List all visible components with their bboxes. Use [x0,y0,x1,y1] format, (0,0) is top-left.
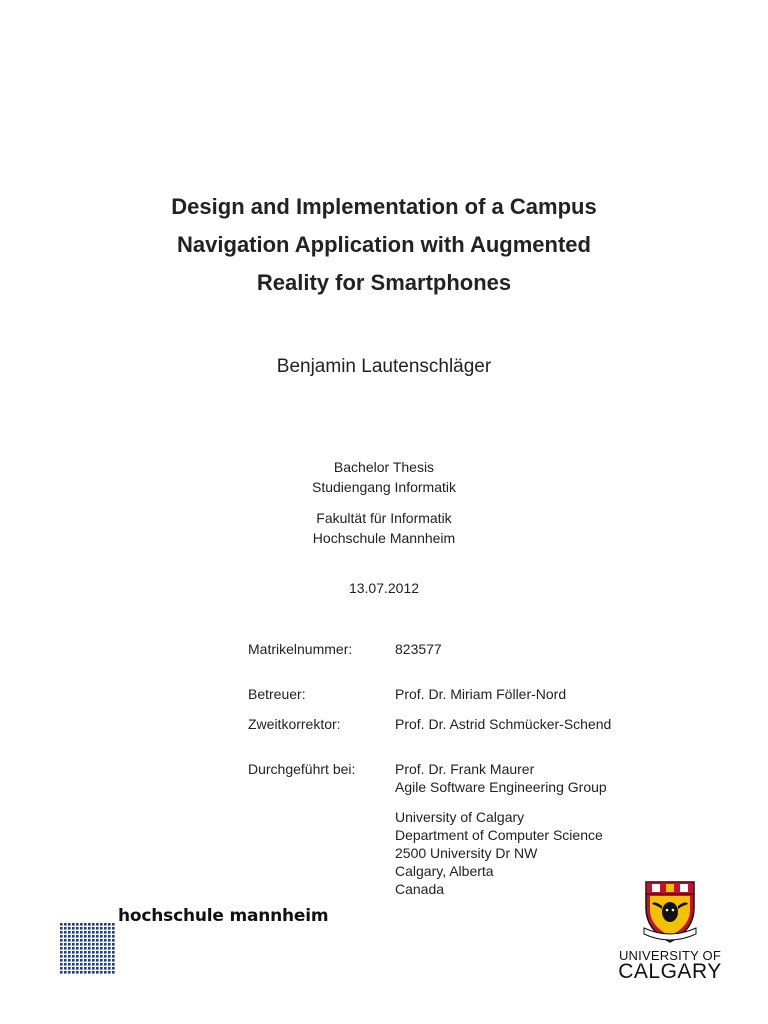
hm-grid-dot [88,927,91,930]
hm-grid-dot [108,943,111,946]
university-name: Hochschule Mannheim [312,530,456,546]
uc-logo-line-1: UNIVERSITY OF [618,948,722,963]
hm-grid-dot [80,955,83,958]
hm-grid-dot [92,927,95,930]
betreuer-value: Prof. Dr. Miriam Föller-Nord [395,686,567,702]
hm-grid-dot [72,947,75,950]
hm-grid-dot [76,963,79,966]
hm-grid-dot [100,923,103,926]
hm-grid-dot [112,939,115,942]
hm-grid-dot [80,959,83,962]
hm-grid-dot [92,959,95,962]
study-program: Studiengang Informatik [312,479,456,495]
hm-grid-dot [60,931,63,934]
hm-grid-dot [72,963,75,966]
hm-grid-dot [104,931,107,934]
hm-grid-dot [112,967,115,970]
hm-grid-dot [88,967,91,970]
hm-grid-dot [96,947,99,950]
hm-grid-dot [60,951,63,954]
hm-grid-dot [68,943,71,946]
hm-grid-dot [60,947,63,950]
hm-grid-dot [80,971,83,974]
hm-grid-dot [84,955,87,958]
hm-grid-dot [108,923,111,926]
hm-grid-dot [68,967,71,970]
hm-grid-dot [68,959,71,962]
hm-grid-dot [84,971,87,974]
hm-grid-dot [112,951,115,954]
hm-grid-dot [100,931,103,934]
hm-grid-dot [84,959,87,962]
hm-grid-dot [72,955,75,958]
address-line: Canada [395,881,445,897]
hm-grid-dot [88,943,91,946]
hm-grid-dot [64,923,67,926]
hm-grid-dot [68,963,71,966]
betreuer-label: Betreuer: [248,686,306,702]
hm-grid-dot [96,935,99,938]
hm-grid-dot [96,951,99,954]
matrikel-label: Matrikelnummer: [248,641,353,657]
hm-grid-dot [64,947,67,950]
hm-grid-dot [64,963,67,966]
hm-grid-dot [96,939,99,942]
submission-date: 13.07.2012 [348,580,420,596]
hm-grid-dot [68,935,71,938]
hm-grid-dot [72,935,75,938]
hm-grid-dot [72,967,75,970]
research-group: Agile Software Engineering Group [395,779,607,795]
hm-grid-dot [64,951,67,954]
faculty: Fakultät für Informatik [316,510,452,526]
hm-grid-dot [100,959,103,962]
hm-grid-dot [104,935,107,938]
hm-grid-dot [64,931,67,934]
hm-grid-dot [64,971,67,974]
hm-grid-dot [104,927,107,930]
hm-grid-dot [108,967,111,970]
thesis-title [0,188,768,302]
address-block [395,808,603,898]
hm-grid-dot [92,931,95,934]
hm-grid-dot [76,943,79,946]
hm-grid-dot [68,955,71,958]
hm-grid-dot [92,943,95,946]
hm-grid-dot [76,935,79,938]
hm-grid-dot [100,939,103,942]
hm-grid-dot [92,935,95,938]
hm-grid-dot [112,959,115,962]
hm-grid-dot [80,963,83,966]
hm-grid-dot [84,939,87,942]
hm-grid-dot [96,959,99,962]
hm-grid-dot [108,931,111,934]
hm-grid-dot [72,923,75,926]
hm-grid-dot [112,971,115,974]
hm-grid-dot [108,955,111,958]
hm-grid-dot [112,935,115,938]
hm-grid-dot [76,967,79,970]
hm-grid-dot [104,939,107,942]
title-line-2: Navigation Application with Augmented [177,232,591,257]
thesis-type-block [0,457,768,497]
hm-grid-dot [112,943,115,946]
hm-grid-dot [112,955,115,958]
hm-grid-dot [72,971,75,974]
hm-grid-dot [104,971,107,974]
hm-grid-dot [76,923,79,926]
hm-grid-dot [88,951,91,954]
hm-grid-dot [68,927,71,930]
hm-grid-dot [104,947,107,950]
hm-grid-dot [64,955,67,958]
hm-grid-dot [112,923,115,926]
hm-grid-dot [112,931,115,934]
hm-grid-dot [72,943,75,946]
hm-grid-dot [100,947,103,950]
address-line: Calgary, Alberta [395,863,494,879]
durchgefuehrt-label: Durchgeführt bei: [248,761,356,777]
hm-grid-dot [84,947,87,950]
hm-grid-dot [104,923,107,926]
title-line-3: Reality for Smartphones [256,270,512,295]
hm-grid-dot [96,963,99,966]
hm-grid-dot [84,967,87,970]
durchgefuehrt-value [395,760,607,796]
hm-grid-dot [84,935,87,938]
hm-logo-text: hochschule mannheim [118,906,329,926]
hm-grid-dot [68,931,71,934]
hm-grid-dot [68,923,71,926]
hm-grid-dot [72,927,75,930]
hm-grid-dot [76,931,79,934]
hm-grid-dot [60,959,63,962]
hm-grid-dot [68,939,71,942]
hm-grid-mark [60,923,116,975]
hm-grid-dot [72,951,75,954]
hm-grid-dot [88,935,91,938]
hm-grid-dot [80,923,83,926]
hm-grid-dot [96,943,99,946]
zweitkorrektor-label: Zweitkorrektor: [248,716,341,732]
hm-grid-dot [104,943,107,946]
hm-grid-dot [100,943,103,946]
hm-grid-dot [60,935,63,938]
hm-grid-dot [92,967,95,970]
hm-grid-dot [72,939,75,942]
hm-grid-dot [76,939,79,942]
hm-grid-dot [76,971,79,974]
hm-grid-dot [112,927,115,930]
hm-grid-dot [104,959,107,962]
hm-grid-dot [84,943,87,946]
hm-grid-dot [100,967,103,970]
hm-grid-dot [60,939,63,942]
hm-grid-dot [84,963,87,966]
hm-grid-dot [96,967,99,970]
hm-grid-dot [100,955,103,958]
hm-grid-dot [88,963,91,966]
hm-grid-dot [80,943,83,946]
hm-grid-dot [80,967,83,970]
hm-grid-dot [60,943,63,946]
hm-grid-dot [76,955,79,958]
hm-grid-dot [76,951,79,954]
hm-grid-dot [104,951,107,954]
address-line: University of Calgary [395,809,525,825]
hm-grid-dot [100,927,103,930]
hm-grid-dot [104,955,107,958]
hm-grid-dot [96,927,99,930]
university-of-calgary-logo [618,878,726,988]
institution-block [0,508,768,548]
hm-grid-dot [104,963,107,966]
calgary-crest-icon [640,878,700,946]
hm-grid-dot [80,939,83,942]
hm-grid-dot [64,967,67,970]
hm-grid-dot [92,971,95,974]
hm-grid-dot [84,931,87,934]
hm-grid-dot [64,935,67,938]
hm-grid-dot [108,963,111,966]
hm-grid-dot [60,963,63,966]
hm-grid-dot [64,927,67,930]
hm-grid-dot [96,971,99,974]
hm-grid-dot [108,951,111,954]
hm-grid-dot [88,923,91,926]
hm-grid-dot [112,947,115,950]
hm-grid-dot [68,951,71,954]
author-name: Benjamin Lautenschläger [276,356,492,377]
hm-grid-dot [60,927,63,930]
hm-grid-dot [84,927,87,930]
hm-grid-dot [92,955,95,958]
address-line: Department of Computer Science [395,827,603,843]
supervisor-name: Prof. Dr. Frank Maurer [395,761,535,777]
hm-grid-dot [96,923,99,926]
hm-grid-dot [92,923,95,926]
hm-grid-dot [60,955,63,958]
hm-grid-dot [88,959,91,962]
hm-grid-dot [64,939,67,942]
hm-grid-dot [68,971,71,974]
hm-grid-dot [80,935,83,938]
hm-grid-dot [100,951,103,954]
hm-grid-dot [88,931,91,934]
hm-grid-dot [108,935,111,938]
hm-grid-dot [96,931,99,934]
hm-grid-dot [96,955,99,958]
hm-grid-dot [76,927,79,930]
thesis-type: Bachelor Thesis [333,459,435,475]
hm-grid-dot [88,971,91,974]
zweitkorrektor-value: Prof. Dr. Astrid Schmücker-Schend [395,716,612,732]
address-line: 2500 University Dr NW [395,845,538,861]
hm-grid-dot [88,955,91,958]
hm-grid-dot [92,939,95,942]
hm-grid-dot [92,951,95,954]
hm-grid-dot [108,947,111,950]
hm-grid-dot [80,947,83,950]
hm-grid-dot [72,959,75,962]
hm-grid-dot [64,959,67,962]
hm-grid-dot [108,939,111,942]
hm-grid-dot [88,939,91,942]
hm-grid-dot [100,963,103,966]
hm-grid-dot [92,947,95,950]
matrikel-value: 823577 [395,641,442,657]
hm-grid-dot [108,971,111,974]
hm-grid-dot [76,959,79,962]
hm-grid-dot [104,967,107,970]
hm-grid-dot [108,959,111,962]
hm-grid-dot [72,931,75,934]
uc-logo-line-2: CALGARY [618,960,722,983]
hm-grid-dot [80,951,83,954]
hm-grid-dot [68,947,71,950]
hm-grid-dot [60,923,63,926]
hm-grid-dot [76,947,79,950]
hm-grid-dot [100,935,103,938]
hm-grid-dot [80,931,83,934]
hm-grid-dot [60,971,63,974]
hm-grid-dot [64,943,67,946]
hm-grid-dot [100,971,103,974]
hm-grid-dot [60,967,63,970]
title-line-1: Design and Implementation of a Campus [171,194,597,219]
hm-grid-dot [84,951,87,954]
hm-grid-dot [80,927,83,930]
hm-grid-dot [84,923,87,926]
hochschule-mannheim-logo [60,906,329,976]
hm-grid-dot [108,927,111,930]
hm-grid-dot [92,963,95,966]
hm-grid-dot [88,947,91,950]
hm-grid-dot [112,963,115,966]
